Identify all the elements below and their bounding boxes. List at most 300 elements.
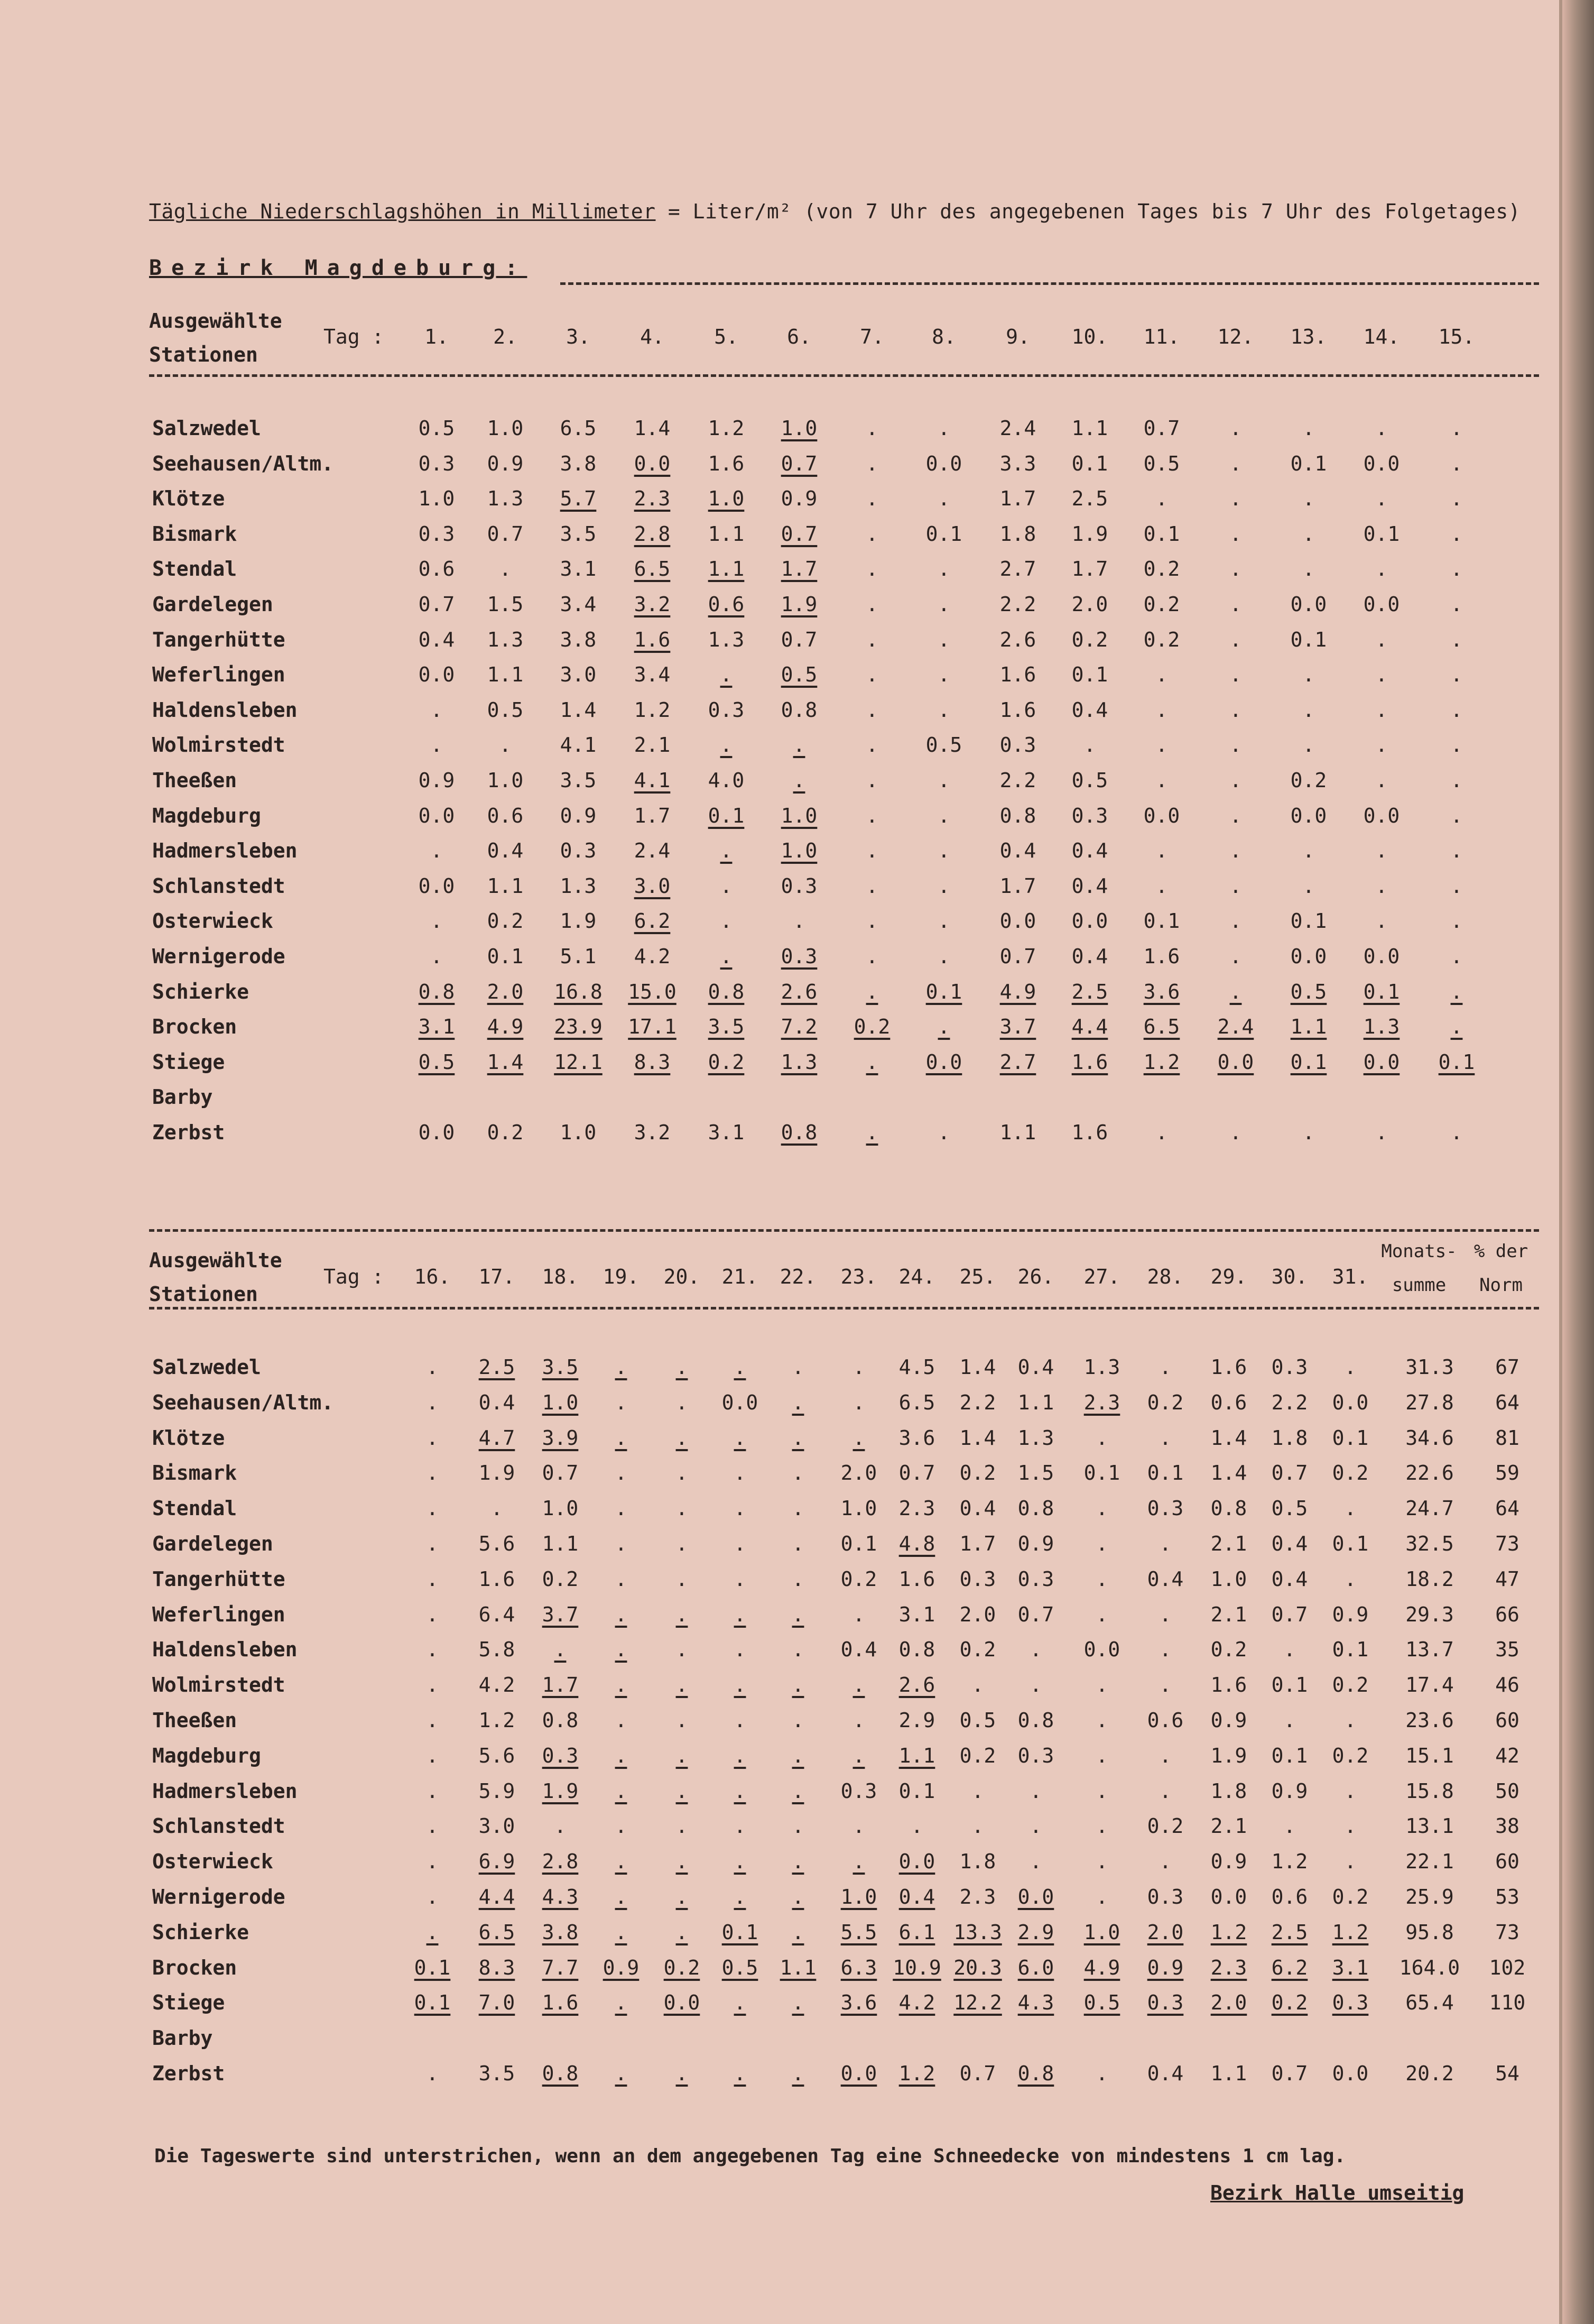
value-cell: 0.9 xyxy=(1210,1850,1247,1874)
value-cell: . xyxy=(554,1638,567,1662)
value-cell: 2.0 xyxy=(959,1602,996,1626)
value-cell: . xyxy=(1229,874,1242,898)
norm-percent-cell: 46 xyxy=(1495,1673,1519,1697)
value-cell: . xyxy=(1375,909,1388,933)
norm-percent-cell: 59 xyxy=(1495,1461,1519,1485)
title-rest: = Liter/m² (von 7 Uhr des angegebenen Tages bis 7 Uhr des Folgetages) xyxy=(655,200,1521,223)
value-cell: 4.9 xyxy=(999,980,1036,1003)
value-cell: 3.7 xyxy=(999,1015,1036,1039)
day-header: 14. xyxy=(1363,325,1400,348)
norm-percent-cell: 66 xyxy=(1495,1602,1519,1626)
value-cell: 2.9 xyxy=(898,1709,935,1732)
value-cell: . xyxy=(1450,945,1463,968)
value-cell: 0.8 xyxy=(542,2062,579,2085)
value-cell: . xyxy=(1344,1779,1357,1803)
value-cell: 0.7 xyxy=(781,522,818,546)
value-cell: 0.2 xyxy=(1332,1885,1369,1908)
value-cell: . xyxy=(1450,1015,1463,1039)
value-cell: 5.6 xyxy=(478,1532,515,1555)
value-cell: . xyxy=(1155,839,1168,863)
value-cell: . xyxy=(1096,1744,1108,1767)
value-cell: 1.7 xyxy=(1071,557,1108,581)
value-cell: 2.0 xyxy=(1147,1920,1184,1944)
value-cell: . xyxy=(734,1355,746,1379)
value-cell: . xyxy=(1450,980,1463,1003)
value-cell: 2.6 xyxy=(781,980,818,1003)
value-cell: 0.2 xyxy=(487,909,524,933)
value-cell: . xyxy=(1229,980,1242,1003)
value-cell: . xyxy=(1155,1121,1168,1144)
value-cell: 0.3 xyxy=(1071,804,1108,827)
value-cell: . xyxy=(615,1744,627,1767)
value-cell: 1.4 xyxy=(634,417,671,440)
value-cell: . xyxy=(426,1779,439,1803)
station-name: Wernigerode xyxy=(152,1885,285,1908)
value-cell: . xyxy=(734,1426,746,1450)
value-cell: . xyxy=(1096,1673,1108,1697)
value-cell: . xyxy=(1302,557,1315,581)
value-cell: 0.1 xyxy=(1071,451,1108,475)
station-name: Osterwieck xyxy=(152,1850,273,1874)
day-header: 23. xyxy=(840,1265,877,1288)
value-cell: 3.5 xyxy=(542,1355,579,1379)
value-cell: . xyxy=(852,1709,865,1732)
value-cell: 0.4 xyxy=(959,1497,996,1520)
value-cell: 6.5 xyxy=(898,1390,935,1414)
value-cell: . xyxy=(1159,1744,1172,1767)
value-cell: 2.3 xyxy=(634,487,671,511)
value-cell: . xyxy=(1096,1426,1108,1450)
value-cell: 3.1 xyxy=(560,557,597,581)
value-cell: 0.1 xyxy=(1290,451,1327,475)
value-cell: 0.1 xyxy=(414,1956,451,1979)
value-cell: . xyxy=(1344,1567,1357,1591)
value-cell: . xyxy=(1229,839,1242,863)
value-cell: 0.5 xyxy=(1071,769,1108,792)
value-cell: 0.6 xyxy=(1271,1885,1308,1908)
value-cell: 3.5 xyxy=(560,769,597,792)
value-cell: 1.2 xyxy=(1271,1850,1308,1874)
value-cell: 0.8 xyxy=(418,980,455,1003)
day-header: 13. xyxy=(1290,325,1327,348)
value-cell: 0.4 xyxy=(1071,698,1108,722)
value-cell: 2.4 xyxy=(1217,1015,1254,1039)
value-cell: . xyxy=(734,1638,746,1662)
value-cell: . xyxy=(971,1673,984,1697)
value-cell: . xyxy=(1375,557,1388,581)
monthly-sum-cell: 13.1 xyxy=(1405,1814,1454,1838)
value-cell: 2.5 xyxy=(1071,980,1108,1003)
station-name: Klötze xyxy=(152,487,225,511)
value-cell: 1.6 xyxy=(1210,1355,1247,1379)
value-cell: 1.6 xyxy=(478,1567,515,1591)
value-cell: . xyxy=(938,417,950,440)
value-cell: 1.0 xyxy=(781,417,818,440)
value-cell: . xyxy=(866,980,878,1003)
value-cell: 0.7 xyxy=(898,1461,935,1485)
value-cell: . xyxy=(734,1744,746,1767)
value-cell: 1.1 xyxy=(1210,2062,1247,2085)
value-cell: 0.6 xyxy=(1210,1390,1247,1414)
value-cell: 0.4 xyxy=(478,1390,515,1414)
monthly-sum-cell: 34.6 xyxy=(1405,1426,1454,1450)
value-cell: . xyxy=(1375,1121,1388,1144)
value-cell: 3.6 xyxy=(840,1991,877,2015)
value-cell: 0.9 xyxy=(1210,1709,1247,1732)
value-cell: 0.1 xyxy=(1147,1461,1184,1485)
value-cell: 0.2 xyxy=(854,1015,891,1039)
value-cell: 2.0 xyxy=(487,980,524,1003)
value-cell: 0.1 xyxy=(487,945,524,968)
value-cell: . xyxy=(1096,1602,1108,1626)
value-cell: 3.1 xyxy=(418,1015,455,1039)
value-cell: 1.7 xyxy=(999,874,1036,898)
station-name: Wolmirstedt xyxy=(152,733,285,757)
norm-percent-cell: 60 xyxy=(1495,1850,1519,1874)
value-cell: 1.2 xyxy=(1143,1050,1180,1074)
norm-percent-cell: 53 xyxy=(1495,1885,1519,1908)
value-cell: 2.1 xyxy=(1210,1602,1247,1626)
value-cell: 1.0 xyxy=(840,1885,877,1908)
value-cell: . xyxy=(734,1850,746,1874)
stations-header-line2: Stationen xyxy=(149,343,258,366)
value-cell: . xyxy=(615,1709,627,1732)
value-cell: . xyxy=(866,804,878,827)
value-cell: . xyxy=(426,1744,439,1767)
value-cell: . xyxy=(792,1709,804,1732)
value-cell: 10.9 xyxy=(893,1956,941,1979)
value-cell: 0.6 xyxy=(418,557,455,581)
stations-header-2-line1: Ausgewählte xyxy=(149,1249,282,1272)
stations-header xyxy=(149,304,282,372)
day-header: 25. xyxy=(959,1265,996,1288)
value-cell: . xyxy=(792,1532,804,1555)
value-cell: 6.5 xyxy=(560,417,597,440)
value-cell: 0.3 xyxy=(1017,1567,1054,1591)
value-cell: 0.0 xyxy=(1210,1885,1247,1908)
value-cell: . xyxy=(1229,1121,1242,1144)
value-cell: 0.2 xyxy=(840,1567,877,1591)
value-cell: 0.2 xyxy=(663,1956,700,1979)
station-name: Zerbst xyxy=(152,1121,225,1144)
value-cell: . xyxy=(1096,1814,1108,1838)
value-cell: 0.0 xyxy=(1363,804,1400,827)
day-header: 22. xyxy=(780,1265,817,1288)
value-cell: 0.0 xyxy=(418,874,455,898)
month-sum-line1: Monats- xyxy=(1381,1241,1457,1262)
value-cell: . xyxy=(734,1779,746,1803)
value-cell: . xyxy=(1302,839,1315,863)
value-cell: . xyxy=(1030,1850,1042,1874)
value-cell: . xyxy=(852,1673,865,1697)
value-cell: 0.2 xyxy=(487,1121,524,1144)
value-cell: 0.1 xyxy=(925,980,962,1003)
value-cell: . xyxy=(866,945,878,968)
value-cell: . xyxy=(675,1461,688,1485)
value-cell: . xyxy=(1229,945,1242,968)
value-cell: 0.7 xyxy=(1017,1602,1054,1626)
value-cell: . xyxy=(792,1779,804,1803)
monthly-sum-cell: 23.6 xyxy=(1405,1709,1454,1732)
value-cell: 2.8 xyxy=(542,1850,579,1874)
value-cell: 0.1 xyxy=(1438,1050,1475,1074)
value-cell: 0.4 xyxy=(840,1638,877,1662)
value-cell: 0.1 xyxy=(1083,1461,1120,1485)
value-cell: 1.9 xyxy=(781,593,818,616)
norm-percent-cell: 42 xyxy=(1495,1744,1519,1767)
value-cell: 6.5 xyxy=(634,557,671,581)
day-header: 31. xyxy=(1332,1265,1369,1288)
value-cell: 0.9 xyxy=(1017,1532,1054,1555)
value-cell: . xyxy=(426,1673,439,1697)
value-cell: . xyxy=(675,2062,688,2085)
station-name: Magdeburg xyxy=(152,804,261,827)
footnote: Die Tageswerte sind unterstrichen, wenn an dem angegebenen Tag eine Schneedecke von mindestens 1 cm lag. xyxy=(154,2145,1346,2167)
value-cell: 0.0 xyxy=(1217,1050,1254,1074)
value-cell: 0.3 xyxy=(840,1779,877,1803)
value-cell: 0.9 xyxy=(1147,1956,1184,1979)
value-cell: . xyxy=(1302,417,1315,440)
value-cell: 0.0 xyxy=(1363,1050,1400,1074)
value-cell: 0.2 xyxy=(959,1744,996,1767)
value-cell: . xyxy=(1096,1709,1108,1732)
value-cell: 0.7 xyxy=(1143,417,1180,440)
value-cell: 2.0 xyxy=(1210,1991,1247,2015)
value-cell: 1.3 xyxy=(1017,1426,1054,1450)
monthly-sum-cell: 20.2 xyxy=(1405,2062,1454,2085)
value-cell: . xyxy=(1229,522,1242,546)
value-cell: . xyxy=(852,1602,865,1626)
value-cell: . xyxy=(720,733,733,757)
value-cell: 0.1 xyxy=(1271,1744,1308,1767)
value-cell: . xyxy=(615,1638,627,1662)
station-name: Wernigerode xyxy=(152,945,285,968)
value-cell: . xyxy=(1450,522,1463,546)
value-cell: . xyxy=(866,909,878,933)
value-cell: 0.4 xyxy=(1271,1567,1308,1591)
value-cell: 1.1 xyxy=(999,1121,1036,1144)
norm-percent-cell: 81 xyxy=(1495,1426,1519,1450)
station-name: Stendal xyxy=(152,1497,237,1520)
value-cell: 0.2 xyxy=(1143,628,1180,651)
value-cell: . xyxy=(720,945,733,968)
value-cell: . xyxy=(675,1850,688,1874)
value-cell: . xyxy=(1229,593,1242,616)
value-cell: 0.8 xyxy=(781,1121,818,1144)
value-cell: 20.3 xyxy=(953,1956,1002,1979)
value-cell: 0.4 xyxy=(1071,839,1108,863)
norm-percent-cell: 60 xyxy=(1495,1709,1519,1732)
value-cell: 3.8 xyxy=(560,451,597,475)
value-cell: . xyxy=(1450,663,1463,687)
value-cell: 0.3 xyxy=(1271,1355,1308,1379)
value-cell: 8.3 xyxy=(478,1956,515,1979)
value-cell: . xyxy=(866,487,878,511)
value-cell: 1.0 xyxy=(487,769,524,792)
value-cell: 6.0 xyxy=(1017,1956,1054,1979)
value-cell: . xyxy=(938,663,950,687)
divider xyxy=(149,1229,1539,1232)
monthly-sum-cell: 15.8 xyxy=(1405,1779,1454,1803)
value-cell: . xyxy=(734,1814,746,1838)
value-cell: . xyxy=(675,1602,688,1626)
value-cell: . xyxy=(938,769,950,792)
monthly-sum-cell: 27.8 xyxy=(1405,1390,1454,1414)
value-cell: 2.4 xyxy=(634,839,671,863)
value-cell: 1.2 xyxy=(1210,1920,1247,1944)
value-cell: 3.6 xyxy=(1143,980,1180,1003)
value-cell: . xyxy=(852,1355,865,1379)
value-cell: 0.0 xyxy=(1332,1390,1369,1414)
monthly-sum-cell: 17.4 xyxy=(1405,1673,1454,1697)
day-header: 30. xyxy=(1271,1265,1308,1288)
value-cell: 7.2 xyxy=(781,1015,818,1039)
value-cell: . xyxy=(938,487,950,511)
monthly-sum-cell: 18.2 xyxy=(1405,1567,1454,1591)
tag-label: Tag : xyxy=(323,325,384,348)
value-cell: 1.4 xyxy=(959,1355,996,1379)
value-cell: 2.9 xyxy=(1017,1920,1054,1944)
value-cell: . xyxy=(1450,417,1463,440)
value-cell: . xyxy=(1450,733,1463,757)
value-cell: . xyxy=(430,733,443,757)
value-cell: . xyxy=(938,593,950,616)
station-name: Bismark xyxy=(152,522,237,546)
value-cell: 0.1 xyxy=(925,522,962,546)
value-cell: . xyxy=(1302,733,1315,757)
value-cell: . xyxy=(1344,1709,1357,1732)
value-cell: . xyxy=(852,1426,865,1450)
value-cell: 1.6 xyxy=(999,698,1036,722)
value-cell: 0.0 xyxy=(925,451,962,475)
value-cell: . xyxy=(1229,909,1242,933)
day-header: 26. xyxy=(1017,1265,1054,1288)
value-cell: . xyxy=(793,909,805,933)
station-name: Stiege xyxy=(152,1991,225,2015)
value-cell: . xyxy=(720,874,733,898)
value-cell: . xyxy=(866,663,878,687)
value-cell: 7.0 xyxy=(478,1991,515,2015)
value-cell: 0.5 xyxy=(418,1050,455,1074)
value-cell: . xyxy=(793,733,805,757)
value-cell: 3.5 xyxy=(708,1015,745,1039)
value-cell: 0.8 xyxy=(999,804,1036,827)
value-cell: 0.4 xyxy=(1071,945,1108,968)
value-cell: 0.1 xyxy=(708,804,745,827)
value-cell: . xyxy=(1375,698,1388,722)
value-cell: 0.0 xyxy=(1143,804,1180,827)
value-cell: . xyxy=(1229,451,1242,475)
value-cell: 2.3 xyxy=(959,1885,996,1908)
value-cell: 0.1 xyxy=(1143,909,1180,933)
value-cell: 3.3 xyxy=(999,451,1036,475)
value-cell: . xyxy=(852,1814,865,1838)
region-heading: Bezirk Magdeburg: xyxy=(149,256,527,280)
value-cell: 3.2 xyxy=(634,593,671,616)
value-cell: . xyxy=(675,1779,688,1803)
value-cell: . xyxy=(938,874,950,898)
value-cell: 4.9 xyxy=(1083,1956,1120,1979)
value-cell: 0.6 xyxy=(708,593,745,616)
value-cell: 1.7 xyxy=(959,1532,996,1555)
value-cell: 0.3 xyxy=(418,522,455,546)
value-cell: 0.5 xyxy=(418,417,455,440)
value-cell: . xyxy=(866,628,878,651)
value-cell: 1.0 xyxy=(708,487,745,511)
value-cell: . xyxy=(734,1567,746,1591)
value-cell: 0.2 xyxy=(1332,1744,1369,1767)
value-cell: 5.6 xyxy=(478,1744,515,1767)
value-cell: 0.3 xyxy=(1147,1991,1184,2015)
value-cell: 0.0 xyxy=(1363,593,1400,616)
value-cell: 0.8 xyxy=(1210,1497,1247,1520)
value-cell: 5.9 xyxy=(478,1779,515,1803)
value-cell: 0.1 xyxy=(1290,909,1327,933)
value-cell: 0.1 xyxy=(1143,522,1180,546)
value-cell: . xyxy=(1159,1426,1172,1450)
value-cell: 3.0 xyxy=(634,874,671,898)
value-cell: . xyxy=(938,909,950,933)
value-cell: 1.0 xyxy=(487,417,524,440)
value-cell: 0.8 xyxy=(1017,1497,1054,1520)
value-cell: . xyxy=(1096,1850,1108,1874)
value-cell: 0.4 xyxy=(1017,1355,1054,1379)
value-cell: 1.5 xyxy=(487,593,524,616)
value-cell: 1.3 xyxy=(1083,1355,1120,1379)
value-cell: 0.0 xyxy=(1017,1885,1054,1908)
value-cell: . xyxy=(792,2062,804,2085)
value-cell: 1.3 xyxy=(1363,1015,1400,1039)
value-cell: . xyxy=(615,1390,627,1414)
value-cell: 1.6 xyxy=(634,628,671,651)
day-header: 10. xyxy=(1071,325,1108,348)
value-cell: 0.1 xyxy=(721,1920,758,1944)
value-cell: . xyxy=(1450,557,1463,581)
value-cell: . xyxy=(1450,593,1463,616)
value-cell: . xyxy=(426,1638,439,1662)
value-cell: 0.8 xyxy=(1017,2062,1054,2085)
value-cell: 0.8 xyxy=(708,980,745,1003)
value-cell: 0.9 xyxy=(1332,1602,1369,1626)
value-cell: 0.5 xyxy=(1143,451,1180,475)
value-cell: . xyxy=(1450,487,1463,511)
value-cell: . xyxy=(1375,487,1388,511)
value-cell: 0.2 xyxy=(1290,769,1327,792)
station-name: Schierke xyxy=(152,980,249,1003)
value-cell: . xyxy=(615,1885,627,1908)
value-cell: 1.4 xyxy=(959,1426,996,1450)
value-cell: 4.5 xyxy=(898,1355,935,1379)
value-cell: 2.3 xyxy=(898,1497,935,1520)
value-cell: 0.0 xyxy=(999,909,1036,933)
value-cell: 0.2 xyxy=(1332,1461,1369,1485)
value-cell: . xyxy=(1229,557,1242,581)
value-cell: . xyxy=(938,628,950,651)
day-header: 27. xyxy=(1083,1265,1120,1288)
value-cell: . xyxy=(1096,1779,1108,1803)
value-cell: 4.3 xyxy=(542,1885,579,1908)
day-header: 4. xyxy=(640,325,664,348)
station-name: Tangerhütte xyxy=(152,628,285,651)
value-cell: . xyxy=(792,1638,804,1662)
monthly-sum-cell: 95.8 xyxy=(1405,1920,1454,1944)
value-cell: 2.8 xyxy=(634,522,671,546)
value-cell: . xyxy=(1450,628,1463,651)
station-name: Seehausen/Altm. xyxy=(152,451,334,475)
value-cell: . xyxy=(490,1497,503,1520)
value-cell: 3.1 xyxy=(898,1602,935,1626)
value-cell: 0.4 xyxy=(1147,2062,1184,2085)
